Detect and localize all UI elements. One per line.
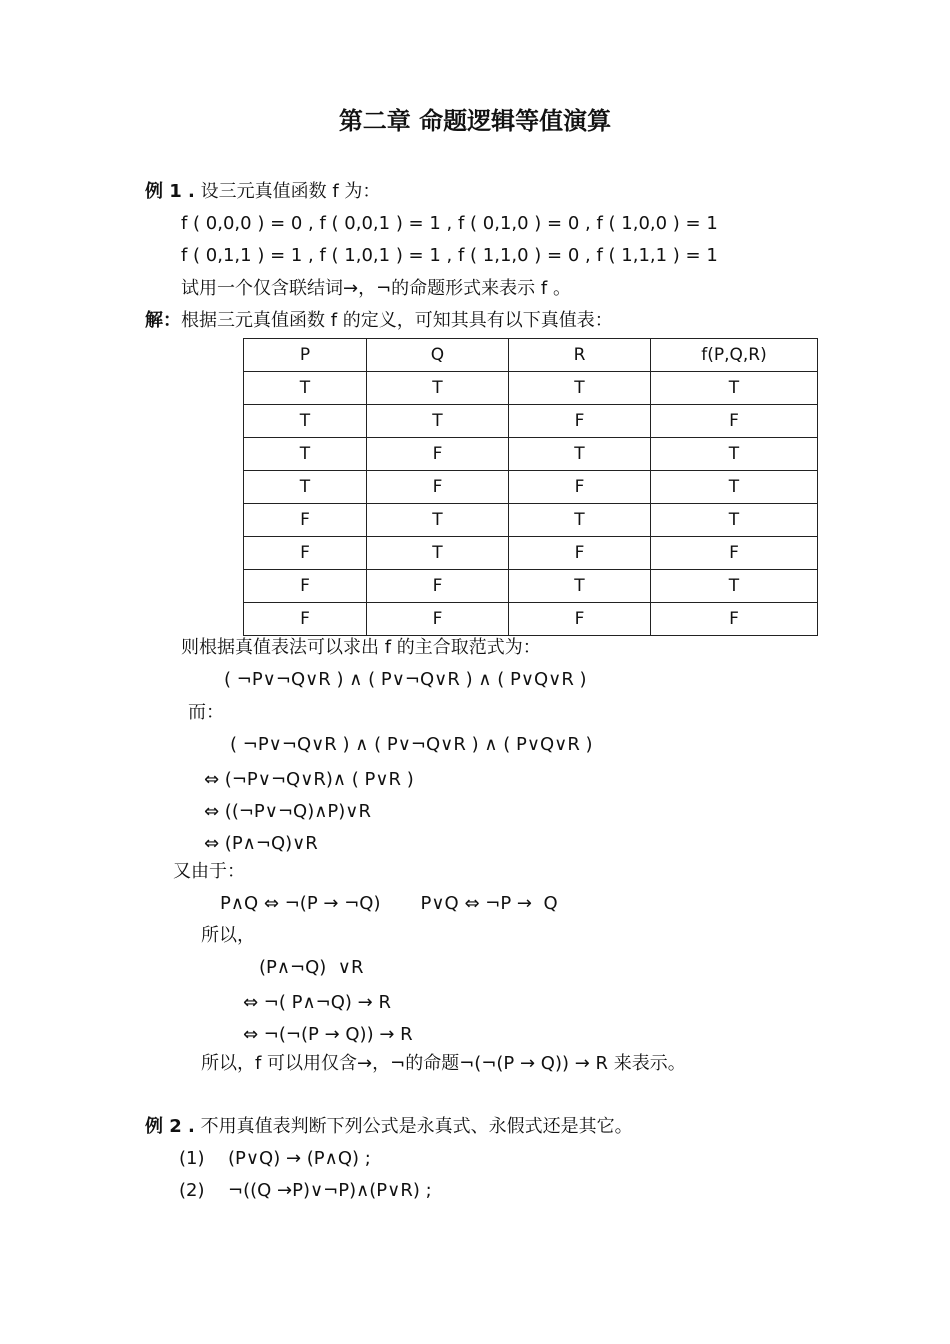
example-1-text: 设三元真值函数 f 为：	[194, 181, 381, 202]
suoyi-label: 所以，	[201, 925, 255, 946]
solution-label: 解：	[145, 310, 181, 331]
table-cell: F	[509, 471, 651, 504]
table-cell: F	[367, 603, 509, 636]
table-row	[244, 438, 818, 471]
table-row	[244, 504, 818, 537]
table-row	[244, 405, 818, 438]
table-cell: F	[509, 603, 651, 636]
solution-intro-text: 根据三元真值函数 f 的定义，可知其具有以下真值表：	[181, 310, 613, 331]
table-cell: F	[367, 471, 509, 504]
table-cell: T	[244, 372, 367, 405]
table-row	[244, 372, 818, 405]
header-cell: P	[244, 339, 367, 372]
table-cell: T	[244, 405, 367, 438]
table-row	[244, 603, 818, 636]
example-2-item-1-formula: (P∨Q) → (P∧Q) ;	[228, 1148, 371, 1169]
table-cell: F	[651, 537, 818, 570]
table-cell: T	[651, 504, 818, 537]
principal-cnf: ( ¬P∨¬Q∨R ) ∧ ( P∨¬Q∨R ) ∧ ( P∨Q∨R )	[224, 669, 587, 690]
table-cell: T	[367, 372, 509, 405]
table-cell: F	[651, 405, 818, 438]
table-cell: T	[509, 372, 651, 405]
derivation-step-1: ⇔ (¬P∨¬Q∨R)∧ ( P∨R )	[204, 769, 414, 790]
function-values-line-1: f ( 0,0,0 ) = 0 , f ( 0,0,1 ) = 1 , f ( 0,1,0 ) = 0 , f ( 1,0,0 ) = 1	[181, 213, 718, 234]
page-title: 第二章 命题逻辑等值演算	[338, 107, 612, 135]
conclusion-text: 所以，f 可以用仅含→，¬的命题¬(¬(P → Q)) → R 来表示。	[201, 1053, 686, 1074]
example-1-task: 试用一个仅含联结词→，¬的命题形式来表示 f 。	[181, 278, 571, 299]
table-cell: T	[509, 438, 651, 471]
table-cell: T	[244, 438, 367, 471]
table-cell: T	[651, 471, 818, 504]
er-label: 而：	[188, 702, 224, 723]
substitution-step-2: ⇔ ¬( P∧¬Q) → R	[243, 992, 391, 1013]
derivation-step-2: ⇔ ((¬P∨¬Q)∧P)∨R	[204, 801, 371, 822]
principal-cnf-restated: ( ¬P∨¬Q∨R ) ∧ ( P∨¬Q∨R ) ∧ ( P∨Q∨R )	[230, 734, 593, 755]
function-values-line-2: f ( 0,1,1 ) = 1 , f ( 1,0,1 ) = 1 , f ( 1,1,0 ) = 0 , f ( 1,1,1 ) = 1	[181, 245, 718, 266]
equivalence-identities: P∧Q ⇔ ¬(P → ¬Q) P∨Q ⇔ ¬P → Q	[220, 893, 558, 914]
header-cell: R	[509, 339, 651, 372]
example-2-label: 例 2 .	[145, 1116, 195, 1137]
example-2-text: 不用真值表判断下列公式是永真式、永假式还是其它。	[194, 1116, 633, 1137]
table-cell: T	[244, 471, 367, 504]
header-cell: f(P,Q,R)	[651, 339, 818, 372]
table-row	[244, 537, 818, 570]
table-cell: F	[509, 405, 651, 438]
table-cell: F	[651, 603, 818, 636]
table-cell: F	[367, 570, 509, 603]
table-cell: T	[509, 570, 651, 603]
example-2-item-1-num: (1)	[179, 1148, 205, 1169]
youyu-label: 又由于：	[173, 861, 245, 882]
derivation-step-3: ⇔ (P∧¬Q)∨R	[204, 833, 318, 854]
truth-table	[243, 338, 818, 636]
table-cell: F	[509, 537, 651, 570]
table-row	[244, 471, 818, 504]
example-2-item-2-num: (2)	[179, 1180, 205, 1201]
after-table-text: 则根据真值表法可以求出 f 的主合取范式为：	[181, 637, 541, 658]
example-1-label: 例 1 .	[145, 181, 195, 202]
solution-intro	[145, 310, 613, 332]
table-cell: F	[244, 537, 367, 570]
example-2-item-2-formula: ¬((Q →P)∨¬P)∧(P∨R) ;	[228, 1180, 432, 1201]
table-cell: F	[367, 438, 509, 471]
table-cell: F	[244, 603, 367, 636]
table-cell: F	[244, 570, 367, 603]
table-cell: F	[244, 504, 367, 537]
example-2-heading	[145, 1116, 633, 1138]
example-1-heading	[145, 181, 380, 203]
table-cell: T	[367, 537, 509, 570]
substitution-step-3: ⇔ ¬(¬(P → Q)) → R	[243, 1024, 413, 1045]
table-cell: T	[651, 570, 818, 603]
table-row	[244, 570, 818, 603]
table-cell: T	[367, 504, 509, 537]
header-cell: Q	[367, 339, 509, 372]
table-cell: T	[651, 372, 818, 405]
table-cell: T	[651, 438, 818, 471]
table-cell: T	[509, 504, 651, 537]
table-cell: T	[367, 405, 509, 438]
substitution-step-1: (P∧¬Q) ∨R	[259, 957, 364, 978]
truth-table-header-row	[244, 339, 818, 372]
